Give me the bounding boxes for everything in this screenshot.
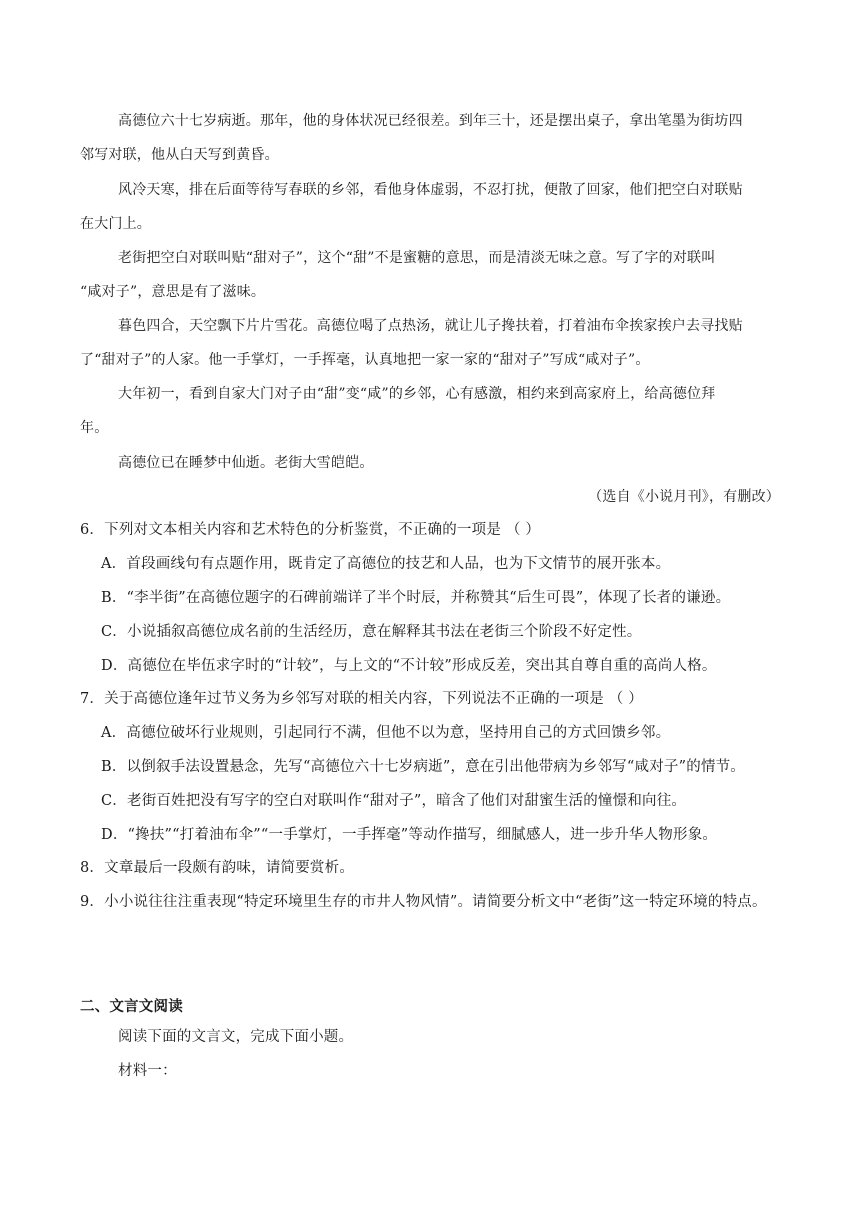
story-paragraph-5-line-1: 大年初一，看到自家大门对子由“甜”变“咸”的乡邻，心有感激，相约来到高家府上，给高德位拜 xyxy=(118,386,716,402)
story-paragraph-1-line-1: 高德位六十七岁病逝。那年，他的身体状况已经很差。到年三十，还是摆出桌子，拿出笔墨为街坊四 xyxy=(118,113,743,129)
question-7-stem: 7．关于高德位逢年过节义务为乡邻写对联的相关内容，下列说法不正确的一项是 （ ） xyxy=(80,691,643,707)
question-7-option-c: C．老街百姓把没有写字的空白对联叫作“甜对子”，暗含了他们对甜蜜生活的憧憬和向往。 xyxy=(101,793,687,809)
question-7-option-b: B．以倒叙手法设置悬念，先写“高德位六十七岁病逝”，意在引出他带病为乡邻写“咸对子”的情节。 xyxy=(101,759,746,775)
story-paragraph-2-line-2: 在大门上。 xyxy=(80,216,151,232)
section-heading-classical-chinese: 二、文言文阅读 xyxy=(80,998,183,1015)
question-6-option-a: A．首段画线句有点题作用，既肯定了高德位的技艺和人品，也为下文情节的展开张本。 xyxy=(101,556,671,572)
section-instruction: 阅读下面的文言文，完成下面小题。 xyxy=(118,1029,354,1045)
question-6-option-d: D．高德位在毕伍求字时的“计较”，与上文的“不计较”形成反差，突出其自尊自重的高尚人格。 xyxy=(101,658,717,674)
question-6-option-c: C．小说插叙高德位成名前的生活经历，意在解释其书法在老街三个阶段不好定性。 xyxy=(101,624,642,640)
question-6-option-b: B．“李半街”在高德位题字的石碑前端详了半个时辰，并称赞其“后生可畏”，体现了长者的谦逊。 xyxy=(101,590,731,606)
question-6-stem: 6．下列对文本相关内容和艺术特色的分析鉴赏，不正确的一项是 （ ） xyxy=(80,522,541,538)
story-paragraph-2-line-1: 风冷天寒，排在后面等待写春联的乡邻，看他身体虚弱，不忍打扰，便散了回家，他们把空白对联贴 xyxy=(118,182,743,198)
story-source: （选自《小说月刊》，有删改） xyxy=(588,489,780,505)
story-paragraph-5-line-2: 年。 xyxy=(80,420,109,436)
story-paragraph-3-line-2: “咸对子”，意思是有了滋味。 xyxy=(80,284,266,300)
material-one-label: 材料一： xyxy=(118,1063,177,1079)
question-7-option-d: D．“搀扶”“打着油布伞”“一手掌灯，一手挥毫”等动作描写，细腻感人，进一步升华人物形象。 xyxy=(101,827,718,843)
story-paragraph-6: 高德位已在睡梦中仙逝。老街大雪皑皑。 xyxy=(118,455,374,471)
question-7-option-a: A．高德位破坏行业规则，引起同行不满，但他不以为意，坚持用自己的方式回馈乡邻。 xyxy=(101,725,671,741)
story-paragraph-4-line-2: 了“甜对子”的人家。他一手掌灯，一手挥毫，认真地把一家一家的“甜对子”写成“咸对子”。 xyxy=(80,352,650,368)
question-9: 9．小小说往往注重表现“特定环境里生存的市井人物风情”。请简要分析文中“老街”这一特定环境的特点。 xyxy=(80,894,767,910)
story-paragraph-3-line-1: 老街把空白对联叫贴“甜对子”，这个“甜”不是蜜糖的意思，而是清淡无味之意。写了字的对联叫 xyxy=(118,250,716,266)
question-8: 8．文章最后一段颇有韵味，请简要赏析。 xyxy=(80,860,355,876)
story-paragraph-1-line-2: 邻写对联，他从白天写到黄昏。 xyxy=(80,147,279,163)
story-paragraph-4-line-1: 暮色四合，天空飘下片片雪花。高德位喝了点热汤，就让儿子搀扶着，打着油布伞挨家挨户去寻找贴 xyxy=(118,318,743,334)
